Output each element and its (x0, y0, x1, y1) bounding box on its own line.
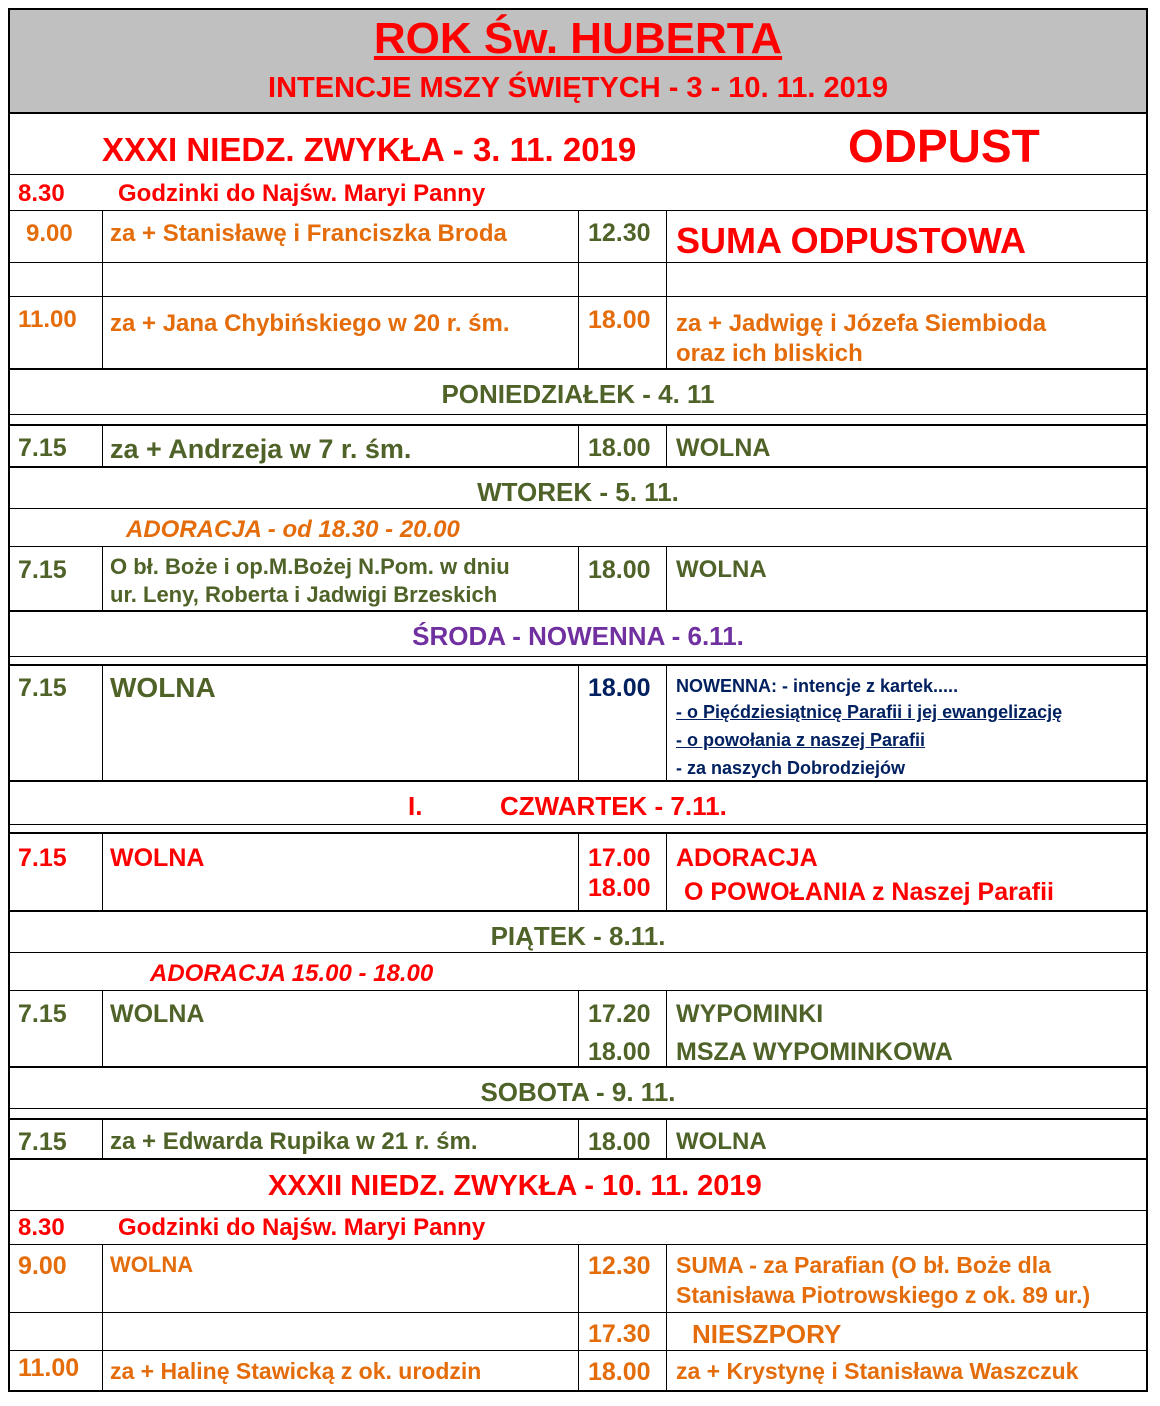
thursday-time2b: 18.00 (588, 874, 651, 902)
sunday1-row1-text: za + Stanisławę i Franciszka Broda (110, 220, 507, 247)
sunday1-heading (10, 114, 1146, 176)
saturday-title: SOBOTA - 9. 11. (480, 1077, 676, 1107)
sunday1-row2-time: 11.00 (18, 306, 77, 333)
sunday1-godzinki-time: 8.30 (18, 180, 65, 207)
sunday1-title: XXXI NIEDZ. ZWYKŁA - 3. 11. 2019 (102, 131, 637, 168)
tuesday-text2: WOLNA (676, 556, 767, 583)
saturday-text1: za + Edwarda Rupika w 21 r. śm. (110, 1128, 478, 1155)
tuesday-note: ADORACJA - od 18.30 - 20.00 (126, 516, 460, 543)
sunday1-row1-time: 9.00 (26, 220, 73, 247)
sunday2-title: XXXII NIEDZ. ZWYKŁA - 10. 11. 2019 (268, 1170, 762, 1202)
page-title: ROK Św. HUBERTA (373, 14, 783, 63)
page-subtitle: INTENCJE MSZY ŚWIĘTYCH - 3 - 10. 11. 2019 (268, 72, 888, 104)
tuesday-time1: 7.15 (18, 556, 67, 584)
monday-title: PONIEDZIAŁEK - 4. 11 (441, 379, 715, 409)
sunday1-row2-time2: 18.00 (588, 306, 651, 334)
sunday2-row1-text2-line1: SUMA - za Parafian (O bł. Boże dla (676, 1252, 1051, 1278)
friday-time2a: 17.20 (588, 1000, 651, 1028)
sunday2-row3-text: za + Halinę Stawicką z ok. urodzin (110, 1358, 482, 1384)
schedule-page (8, 8, 1148, 1392)
thursday-title-prefix: I. (408, 791, 423, 821)
monday-text2: WOLNA (676, 434, 771, 462)
thursday-text2a: ADORACJA (676, 844, 818, 872)
sunday2-row3-time2: 18.00 (588, 1358, 651, 1386)
tuesday-text1-line2: ur. Leny, Roberta i Jadwigi Brzeskich (110, 582, 498, 607)
friday-time2b: 18.00 (588, 1038, 651, 1066)
wednesday-time2: 18.00 (588, 674, 651, 702)
thursday-text2b: O POWOŁANIA z Naszej Parafii (684, 878, 1054, 906)
sunday2-row3-time: 11.00 (18, 1354, 80, 1382)
monday-text1: za + Andrzeja w 7 r. śm. (110, 434, 412, 464)
saturday-text2: WOLNA (676, 1128, 767, 1155)
saturday-time1: 7.15 (18, 1128, 67, 1156)
sunday2-row1-text2-line2: Stanisława Piotrowskiego z ok. 89 ur.) (676, 1282, 1091, 1308)
novena-item: - za naszych Dobrodziejów (676, 758, 906, 778)
sunday1-row2-text2-line1: za + Jadwigę i Józefa Siembioda (676, 310, 1047, 337)
header-banner (10, 10, 1146, 112)
sunday2-row1-text: WOLNA (110, 1252, 194, 1277)
monday-time2: 18.00 (588, 434, 651, 462)
wednesday-text1: WOLNA (110, 672, 216, 703)
tuesday-title: WTOREK - 5. 11. (477, 477, 679, 507)
sunday1-row1-time2: 12.30 (588, 219, 651, 247)
novena-item: - o Pięćdziesiątnicę Parafii i jej ewangelizację (676, 702, 1063, 722)
thursday-title: CZWARTEK - 7.11. (500, 791, 727, 821)
saturday-time2: 18.00 (588, 1128, 651, 1156)
novena-first-item: - intencje z kartek..... (777, 676, 959, 696)
friday-time1: 7.15 (18, 1000, 67, 1028)
friday-text1: WOLNA (110, 1000, 205, 1028)
sunday1-godzinki-text: Godzinki do Najśw. Maryi Panny (118, 180, 486, 207)
novena-label: NOWENNA: (676, 676, 777, 696)
novena-item: - o powołania z naszej Parafii (676, 730, 926, 750)
sunday2-row1-time2: 12.30 (588, 1252, 651, 1280)
wednesday-title: ŚRODA - NOWENNA - 6.11. (412, 621, 744, 651)
novena-first-line (676, 676, 958, 697)
sunday2-row2-time2: 17.30 (588, 1320, 651, 1348)
thursday-time2a: 17.00 (588, 844, 651, 872)
sunday1-row2-text: za + Jana Chybińskiego w 20 r. śm. (110, 310, 510, 337)
friday-text2b: MSZA WYPOMINKOWA (676, 1038, 953, 1066)
sunday2-godzinki-time: 8.30 (18, 1214, 65, 1241)
suma-odpustowa: SUMA ODPUSTOWA (676, 220, 1027, 261)
wednesday-time1: 7.15 (18, 674, 67, 702)
tuesday-time2: 18.00 (588, 556, 651, 584)
tuesday-text1-line1: O bł. Boże i op.M.Bożej N.Pom. w dniu (110, 554, 510, 579)
sunday2-row1-time: 9.00 (18, 1252, 67, 1280)
sunday2-godzinki-text: Godzinki do Najśw. Maryi Panny (118, 1214, 486, 1241)
nieszpory: NIESZPORY (692, 1319, 842, 1349)
friday-note: ADORACJA 15.00 - 18.00 (150, 960, 434, 987)
thursday-text1: WOLNA (110, 844, 205, 872)
odpust-label: ODPUST (848, 120, 1040, 172)
thursday-time1: 7.15 (18, 844, 67, 872)
friday-title: PIĄTEK - 8.11. (490, 921, 666, 951)
friday-text2a: WYPOMINKI (676, 1000, 824, 1028)
sunday2-row3-text2: za + Krystynę i Stanisława Waszczuk (676, 1358, 1079, 1384)
sunday1-row2-text2-line2: oraz ich bliskich (676, 340, 863, 367)
monday-time1: 7.15 (18, 434, 67, 462)
